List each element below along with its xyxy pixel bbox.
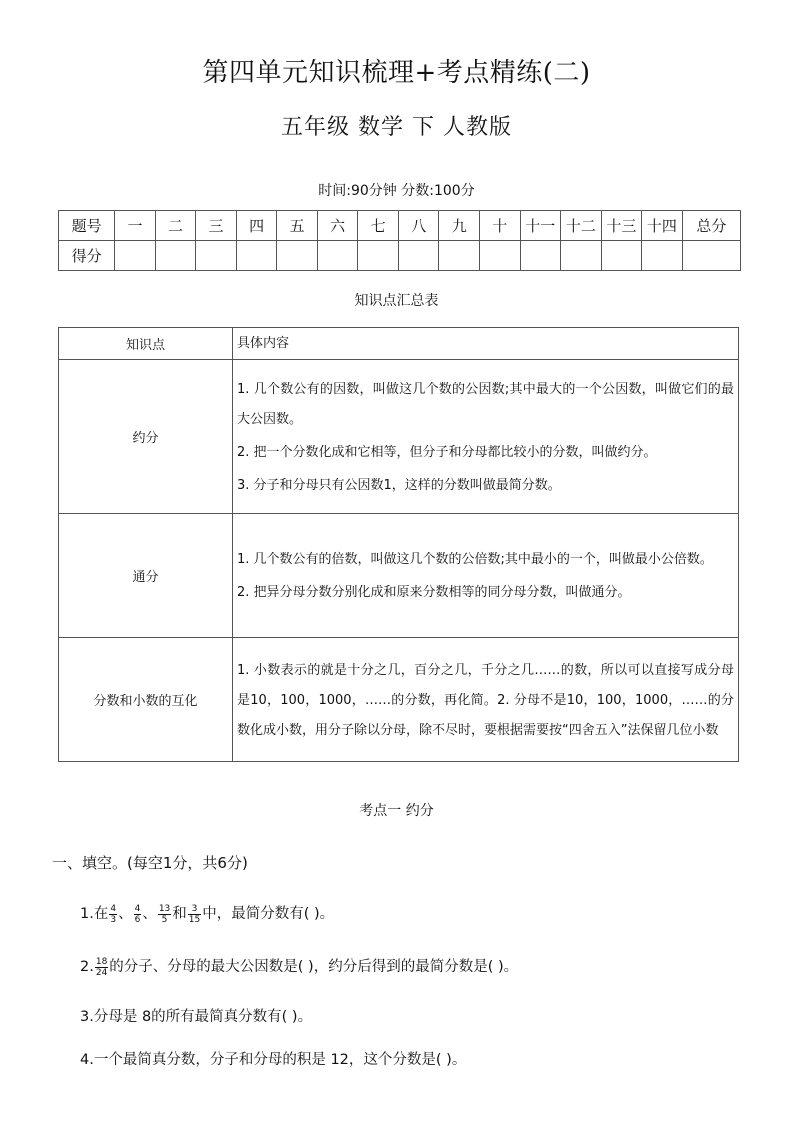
- score-cell[interactable]: [439, 241, 480, 271]
- score-cell[interactable]: [115, 241, 156, 271]
- question-text: 1.在: [80, 906, 109, 922]
- question-text: 的分子、分母的最大公因数是( )，约分后得到的最简分数是( )。: [109, 959, 519, 975]
- score-col-10: 十: [480, 211, 521, 241]
- summary-content: [233, 514, 739, 638]
- fraction-numerator: 4: [134, 903, 141, 914]
- score-row-label: 得分: [59, 241, 115, 271]
- summary-line: 1. 几个数公有的因数，叫做这几个数的公因数;其中最大的一个公因数，叫做它们的最大公因数。: [237, 381, 734, 427]
- question-4: 4.一个最简真分数，分子和分母的积是 12，这个分数是( )。: [80, 1052, 467, 1068]
- summary-content: [233, 360, 739, 514]
- fraction-denominator: 6: [134, 914, 141, 925]
- summary-header-row: [59, 328, 739, 360]
- summary-line: 1. 小数表示的就是十分之几，百分之几，千分之几……的数，所以可以直接写成分母是10，100，1000，……的分数，再化简。2. 分母不是10，100，1000，……的分数化成小数，用分子除以分母，除不尽时，要根据需要按“四舍五入”法保留几位小数: [237, 662, 734, 738]
- question-2: [80, 955, 518, 978]
- score-col-14: 十四: [642, 211, 683, 241]
- summary-header-content: 具体内容: [233, 328, 739, 360]
- score-col-7: 七: [358, 211, 399, 241]
- score-cell[interactable]: [520, 241, 561, 271]
- question-text: 2.: [80, 959, 94, 975]
- score-cell[interactable]: [561, 241, 602, 271]
- summary-header-key: 知识点: [59, 328, 233, 360]
- summary-line: 3. 分子和分母只有公因数1，这样的分数叫做最简分数。: [237, 477, 561, 493]
- question-text: 、: [142, 906, 157, 922]
- fraction-denominator: 5: [161, 914, 168, 925]
- time-and-score-info: 时间:90分钟 分数:100分: [318, 183, 475, 199]
- score-col-8: 八: [398, 211, 439, 241]
- summary-row: [59, 360, 739, 514]
- question-1: [80, 902, 334, 925]
- score-col-total: 总分: [682, 211, 740, 241]
- fraction-denominator: 3: [110, 914, 117, 925]
- score-cell[interactable]: [480, 241, 521, 271]
- score-cell[interactable]: [601, 241, 642, 271]
- fraction: [95, 957, 108, 978]
- question-text: 、: [118, 906, 133, 922]
- fraction-numerator: 3: [188, 904, 201, 915]
- fraction: [158, 904, 171, 925]
- score-col-13: 十三: [601, 211, 642, 241]
- score-cell[interactable]: [398, 241, 439, 271]
- summary-line: 2. 把异分母分数分别化成和原来分数相等的同分母分数，叫做通分。: [237, 585, 631, 600]
- page-subtitle: 五年级 数学 下 人教版: [281, 115, 512, 140]
- question-text: 和: [172, 906, 187, 922]
- fraction-numerator: 4: [110, 903, 117, 914]
- summary-key: 约分: [59, 360, 233, 514]
- summary-line: 2. 把一个分数化成和它相等，但分子和分母都比较小的分数，叫做约分。: [237, 444, 657, 460]
- score-cell-total[interactable]: [682, 241, 740, 271]
- summary-key: 通分: [59, 514, 233, 638]
- score-col-2: 二: [155, 211, 196, 241]
- fraction-numerator: 18: [95, 956, 108, 967]
- fraction-denominator: 15: [188, 914, 201, 925]
- knowledge-summary-table: [58, 327, 739, 762]
- score-col-4: 四: [236, 211, 277, 241]
- fraction-numerator: 13: [158, 903, 171, 914]
- fraction-denominator: 24: [95, 967, 108, 978]
- exam-point-title: 考点一 约分: [359, 803, 434, 819]
- section-heading: 一、填空。(每空1分，共6分): [52, 854, 248, 872]
- score-table-header-row: [59, 211, 741, 241]
- score-col-1: 一: [115, 211, 156, 241]
- summary-row: [59, 638, 739, 762]
- score-col-12: 十二: [561, 211, 602, 241]
- score-col-9: 九: [439, 211, 480, 241]
- score-cell[interactable]: [196, 241, 237, 271]
- question-3: 3.分母是 8的所有最简真分数有( )。: [80, 1009, 313, 1025]
- score-col-5: 五: [277, 211, 318, 241]
- fraction: [188, 904, 201, 925]
- score-cell[interactable]: [236, 241, 277, 271]
- score-table-score-row: [59, 241, 741, 271]
- summary-table-caption: 知识点汇总表: [354, 293, 439, 309]
- score-col-6: 六: [317, 211, 358, 241]
- fraction: [134, 904, 142, 925]
- score-cell[interactable]: [358, 241, 399, 271]
- score-cell[interactable]: [155, 241, 196, 271]
- fraction: [109, 904, 117, 925]
- score-col-11: 十一: [520, 211, 561, 241]
- score-table-row-label: 题号: [59, 211, 115, 241]
- score-table: [58, 210, 741, 271]
- score-cell[interactable]: [317, 241, 358, 271]
- summary-line: 1. 几个数公有的倍数，叫做这几个数的公倍数;其中最小的一个，叫做最小公倍数。: [237, 552, 713, 567]
- page-title: 第四单元知识梳理+考点精练(二): [202, 58, 591, 88]
- score-cell[interactable]: [277, 241, 318, 271]
- score-col-3: 三: [196, 211, 237, 241]
- summary-key: 分数和小数的互化: [59, 638, 233, 762]
- summary-content: [233, 638, 739, 762]
- score-cell[interactable]: [642, 241, 683, 271]
- question-text: 中，最简分数有( )。: [202, 906, 335, 922]
- summary-row: [59, 514, 739, 638]
